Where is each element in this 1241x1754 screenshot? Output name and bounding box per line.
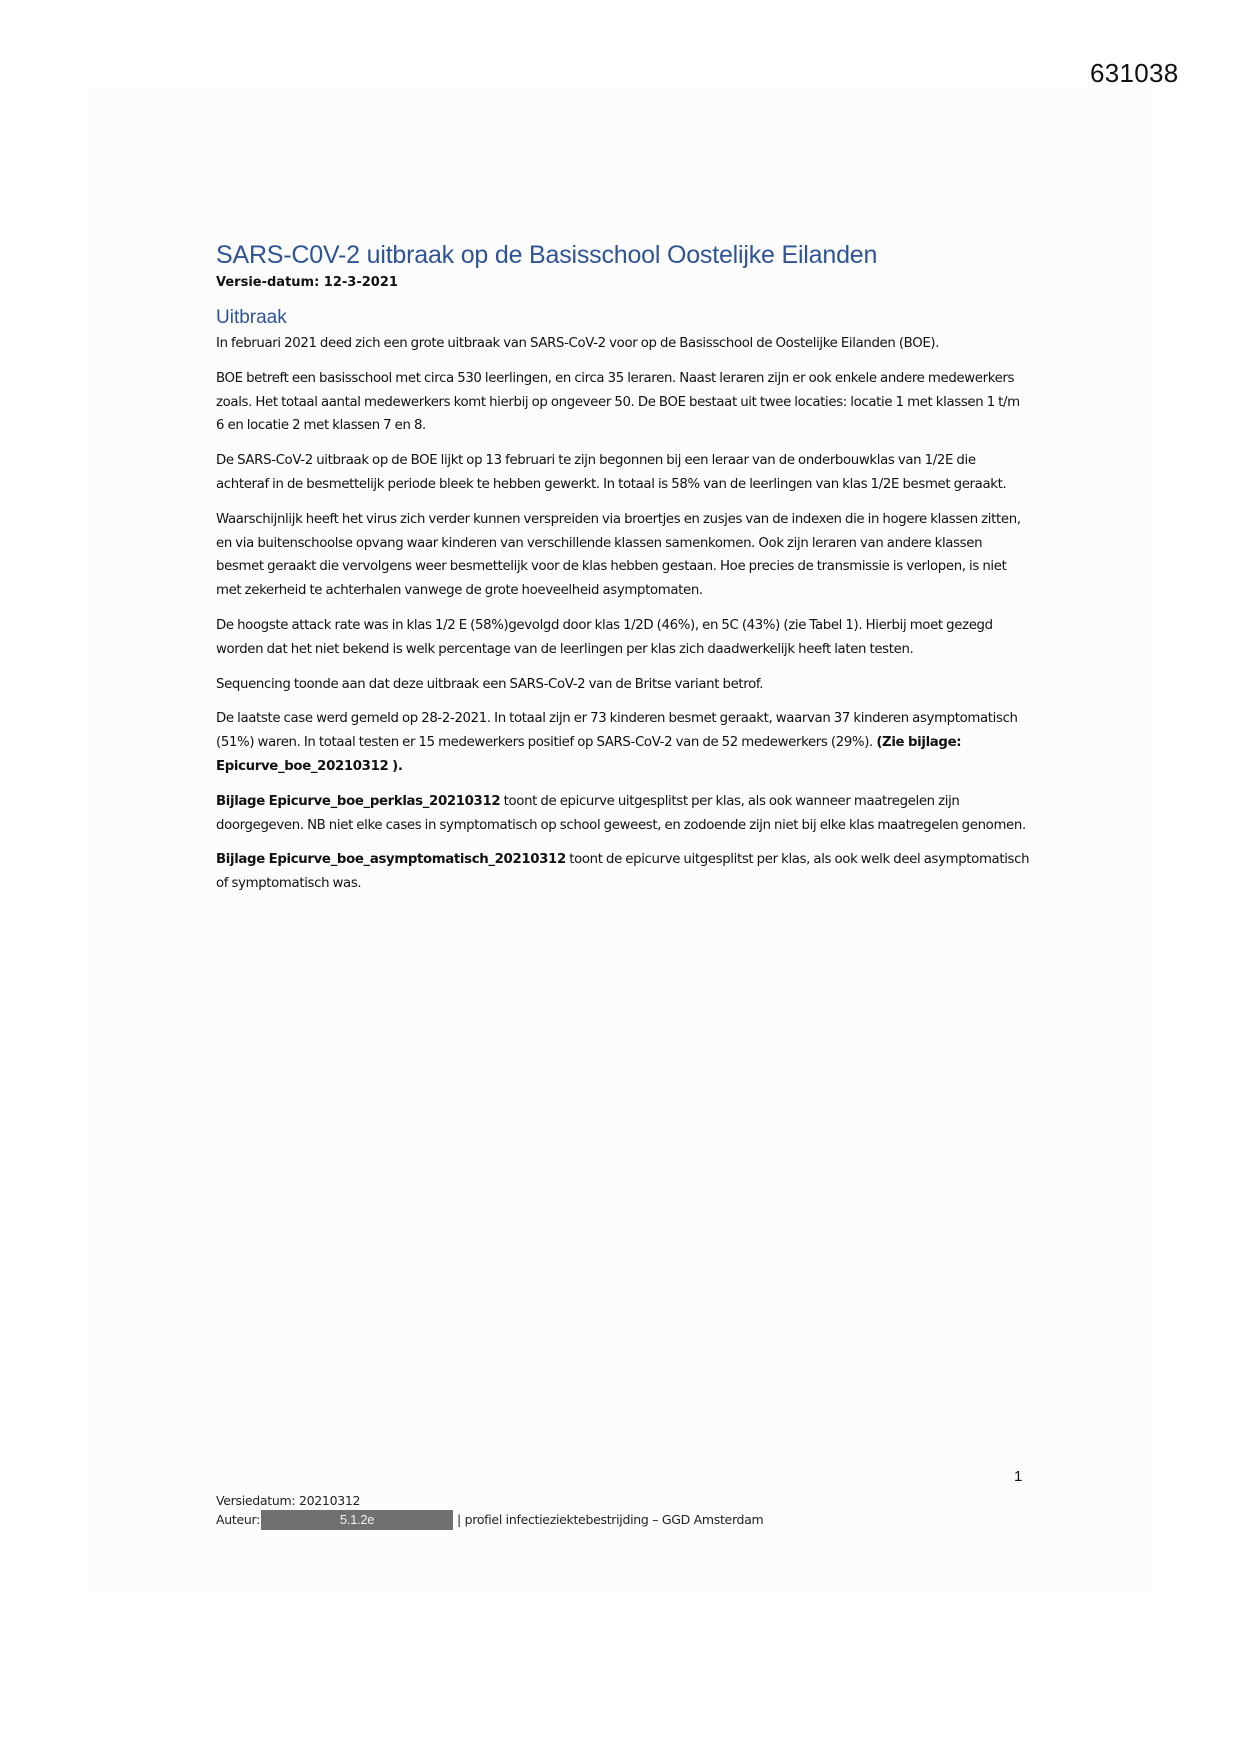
document-id: 631038 [1090,58,1179,88]
footer-author-line [216,1510,763,1530]
footer-version-date: Versiedatum: 20210312 [216,1493,361,1508]
paragraph-attachment-asymptomatisch [216,848,1031,896]
redaction-box: 5.1.2e [261,1510,453,1530]
paragraph-intro [216,332,1031,356]
document-title: SARS-C0V-2 uitbraak op de Basisschool Oostelijke Eilanden [216,241,878,269]
author-label: Auteur: [216,1512,261,1527]
version-date: Versie-datum: 12-3-2021 [216,275,398,290]
document-body [216,240,1031,907]
paragraph-attack-rate [216,614,1031,662]
paragraph-text: De hoogste attack rate was in klas 1/2 E (58%)gevolgd door klas 1/2D (46%), en 5C (43%) (zie Tabel 1). Hierbij moet gezegd worden dat het niet bekend is welk percentage van de leerlingen per klas zich daadwerkelijk heeft laten testen. [216,617,993,657]
attachment-name: Bijlage Epicurve_boe_perklas_20210312 [216,793,501,809]
paragraph-outbreak-start [216,449,1031,497]
paragraph-spread [216,508,1031,603]
paragraph-sequencing [216,673,1031,697]
author-affiliation: | profiel infectieziektebestrijding – GGD Amsterdam [457,1512,764,1527]
attachment-reference: (Zie bijlage: Epicurve_boe_20210312 ). [216,735,962,774]
paragraph-text: toont de epicurve uitgesplitst per klas, als ook welk deel asymptomatisch of symptomatisch was. [216,852,1030,892]
page-number: 1 [1014,1468,1023,1485]
attachment-name: Bijlage Epicurve_boe_asymptomatisch_20210312 [216,852,566,868]
paragraph-attachment-perklas [216,790,1031,838]
paragraph-text: Sequencing toonde aan dat deze uitbraak een SARS-CoV-2 van de Britse variant betrof. [216,676,764,692]
page-footer [216,1492,763,1530]
paragraph-text: BOE betreft een basisschool met circa 530 leerlingen, en circa 35 leraren. Naast leraren zijn er ook enkele andere medewerkers zoals. Het totaal aantal medewerkers komt hierbij op ongeveer 50. De BOE bestaat uit twee locaties: locatie 1 met klassen 1 t/m 6 en locatie 2 met klassen 7 en 8. [216,370,1020,434]
section-heading-uitbraak: Uitbraak [216,307,287,328]
paragraph-text: In februari 2021 deed zich een grote uitbraak van SARS-CoV-2 voor op de Basisschool de Oostelijke Eilanden (BOE). [216,336,940,351]
paragraph-totals [216,707,1031,778]
paragraph-text: toont de epicurve uitgesplitst per klas, als ook wanneer maatregelen zijn doorgegeven. NB niet elke cases in symptomatisch op school geweest, en zodoende zijn niet bij elke klas maatregelen genomen. [216,793,1026,833]
paragraph-text: De laatste case werd gemeld op 28-2-2021. In totaal zijn er 73 kinderen besmet geraakt, waarvan 37 kinderen asymptomatisch (51%) waren. In totaal testen er 15 medewerkers positief op SARS-CoV-2 van de 52 medewerkers (29%). [216,711,1018,751]
paragraph-school-info [216,367,1031,438]
paragraph-text: Waarschijnlijk heeft het virus zich verder kunnen verspreiden via broertjes en zusjes van de indexen die in hogere klassen zitten, en via buitenschoolse opvang waar kinderen van verschillende klassen samenkomen. Ook zijn leraren van andere klassen besmet geraakt die vervolgens weer besmettelijk voor de klas hebben gestaan. Hoe precies de transmissie is verlopen, is niet met zekerheid te achterhalen vanwege de grote hoeveelheid asymptomaten. [216,511,1021,599]
paragraph-text: De SARS-CoV-2 uitbraak op de BOE lijkt op 13 februari te zijn begonnen bij een leraar van de onderbouwklas van 1/2E die achteraf in de besmettelijk periode bleek te hebben gewerkt. In totaal is 58% van de leerlingen van klas 1/2E besmet geraakt. [216,453,1007,492]
